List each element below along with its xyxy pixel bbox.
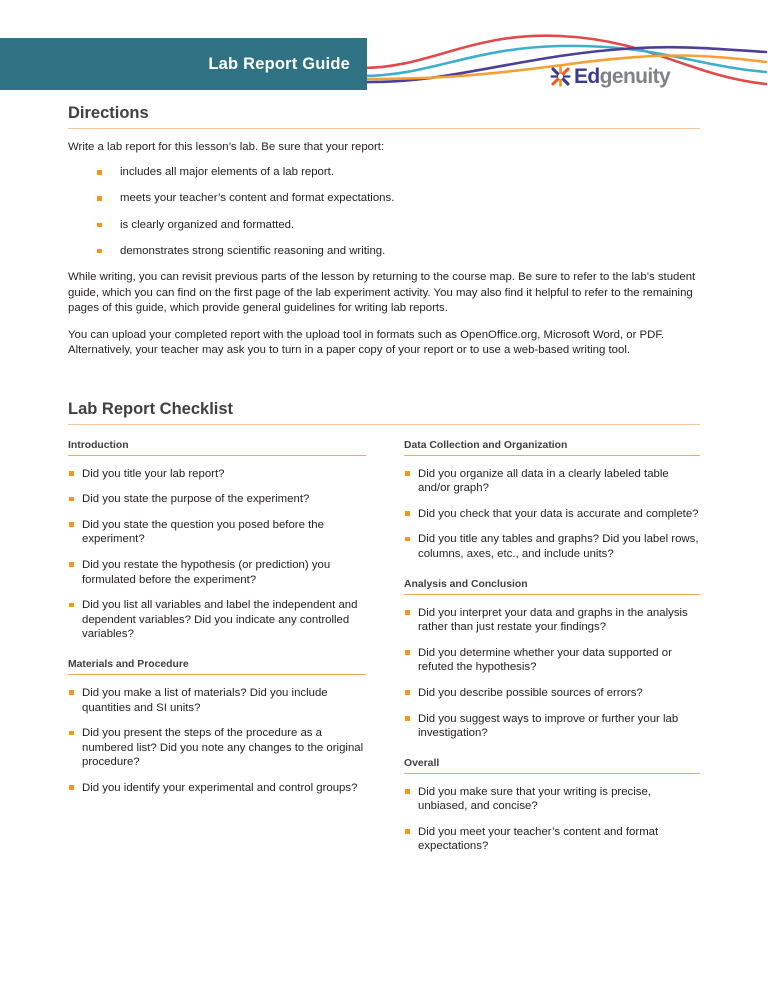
square-bullet-icon: [405, 650, 410, 655]
list-item: [68, 467, 366, 482]
directions-intro: Write a lab report for this lesson’s lab. Be sure that your report:: [68, 140, 385, 153]
list-item-text: Did you determine whether your data supported or refuted the hypothesis?: [418, 646, 672, 674]
square-bullet-icon: [69, 785, 74, 790]
directions-heading: Directions: [68, 104, 700, 129]
square-bullet-icon: [405, 511, 410, 516]
checklist-columns: [68, 439, 700, 855]
square-bullet-icon: [97, 170, 102, 175]
list-item: [68, 726, 366, 770]
square-bullet-icon: [97, 196, 102, 201]
column-gutter: [366, 439, 404, 855]
list-item: [404, 785, 700, 814]
square-bullet-icon: [405, 789, 410, 794]
list-item-text: Did you interpret your data and graphs in the analysis rather than just restate your findings?: [418, 606, 688, 634]
list-item: [404, 467, 700, 496]
subsection-heading-materials-and-procedure: Materials and Procedure: [68, 658, 366, 675]
brand-word-ed: Ed: [574, 64, 600, 88]
list-item-text: Did you suggest ways to improve or further your lab investigation?: [418, 712, 679, 740]
list-item-text: Did you state the question you posed before the experiment?: [82, 518, 324, 546]
checklist-overall-items: [404, 785, 700, 854]
list-item: [68, 598, 366, 642]
subsection-heading-data-collection: Data Collection and Organization: [404, 439, 700, 456]
list-item-text: Did you identify your experimental and control groups?: [82, 781, 358, 794]
list-item: [68, 558, 366, 587]
square-bullet-icon: [69, 690, 74, 695]
list-item: [68, 781, 366, 796]
list-item: [68, 492, 366, 507]
square-bullet-icon: [69, 497, 74, 502]
square-bullet-icon: [405, 829, 410, 834]
list-item-text: Did you state the purpose of the experiment?: [82, 493, 310, 506]
list-item-text: Did you meet your teacher’s content and format expectations?: [418, 825, 659, 853]
subsection-heading-introduction: Introduction: [68, 439, 366, 456]
page-header: [0, 0, 768, 100]
list-item-text: Did you organize all data in a clearly labeled table and/or graph?: [418, 467, 669, 495]
checklist-analysis-items: [404, 606, 700, 741]
subsection-heading-analysis-and-conclusion: Analysis and Conclusion: [404, 578, 700, 595]
list-item: [68, 244, 700, 259]
x-starburst-icon: [549, 65, 572, 88]
square-bullet-icon: [405, 690, 410, 695]
checklist-left-column: [68, 439, 366, 855]
list-item-text: Did you restate the hypothesis (or prediction) you formulated before the experiment?: [82, 558, 331, 586]
checklist-materials-items: [68, 686, 366, 796]
square-bullet-icon: [405, 610, 410, 615]
checklist-right-column: [404, 439, 700, 855]
list-item: [404, 712, 700, 741]
list-item-text: Did you title your lab report?: [82, 467, 225, 480]
square-bullet-icon: [405, 716, 410, 721]
list-item-text: Did you list all variables and label the independent and dependent variables? Did you indicate any controlled variables?: [82, 599, 358, 641]
list-item: [404, 686, 700, 701]
list-item-text: Did you title any tables and graphs? Did you label rows, columns, axes, etc., and include units?: [418, 533, 699, 560]
list-item: [68, 191, 700, 206]
list-item: [404, 507, 700, 522]
list-item: [404, 606, 700, 635]
list-item: [404, 532, 700, 561]
square-bullet-icon: [69, 562, 74, 567]
list-item-text: Did you make a list of materials? Did you include quantities and SI units?: [82, 686, 328, 714]
brand-wordmark: [574, 66, 670, 87]
directions-paragraph-2: You can upload your completed report with the upload tool in formats such as OpenOffice.org, Microsoft Word, or PDF. Alternatively, your teacher may ask you to turn in a paper copy of your report or to use a web-based writing tool.: [68, 329, 665, 357]
square-bullet-icon: [97, 223, 102, 228]
checklist-heading: Lab Report Checklist: [68, 400, 700, 425]
list-item: [68, 686, 366, 715]
square-bullet-icon: [405, 537, 410, 542]
list-item-text: Did you check that your data is accurate and complete?: [418, 507, 699, 520]
document-content: [68, 100, 700, 854]
list-item-text: meets your teacher’s content and format expectations.: [120, 192, 395, 205]
square-bullet-icon: [69, 603, 74, 608]
square-bullet-icon: [405, 471, 410, 476]
brand-word-genuity: genuity: [599, 64, 671, 88]
checklist-data-collection-items: [404, 467, 700, 562]
list-item: [68, 218, 700, 233]
square-bullet-icon: [69, 731, 74, 736]
edgenuity-logo: [549, 64, 670, 88]
list-item: [404, 646, 700, 675]
list-item-text: is clearly organized and formatted.: [120, 218, 295, 231]
list-item: [68, 165, 700, 180]
list-item-text: Did you describe possible sources of errors?: [418, 686, 643, 699]
list-item: [68, 518, 366, 547]
list-item-text: Did you present the steps of the procedure as a numbered list? Did you note any changes to the original procedure?: [82, 727, 364, 769]
list-item: [404, 825, 700, 854]
directions-bullet-list: [68, 165, 700, 259]
page-title: Lab Report Guide: [208, 54, 350, 73]
header-banner: [0, 38, 367, 90]
list-item-text: Did you make sure that your writing is precise, unbiased, and concise?: [418, 785, 651, 813]
checklist-introduction-items: [68, 467, 366, 642]
list-item-text: demonstrates strong scientific reasoning and writing.: [120, 244, 386, 257]
directions-paragraph-1: While writing, you can revisit previous parts of the lesson by returning to the course map. Be sure to refer to the lab’s student guide, which you can find on the first page of the lab experiment activity. You may also find it helpful to refer to the remaining pages of this guide, which provide general guidelines for writing lab reports.: [68, 271, 696, 314]
square-bullet-icon: [69, 522, 74, 527]
square-bullet-icon: [97, 249, 102, 254]
square-bullet-icon: [69, 471, 74, 476]
list-item-text: includes all major elements of a lab report.: [120, 166, 334, 179]
subsection-heading-overall: Overall: [404, 757, 700, 774]
